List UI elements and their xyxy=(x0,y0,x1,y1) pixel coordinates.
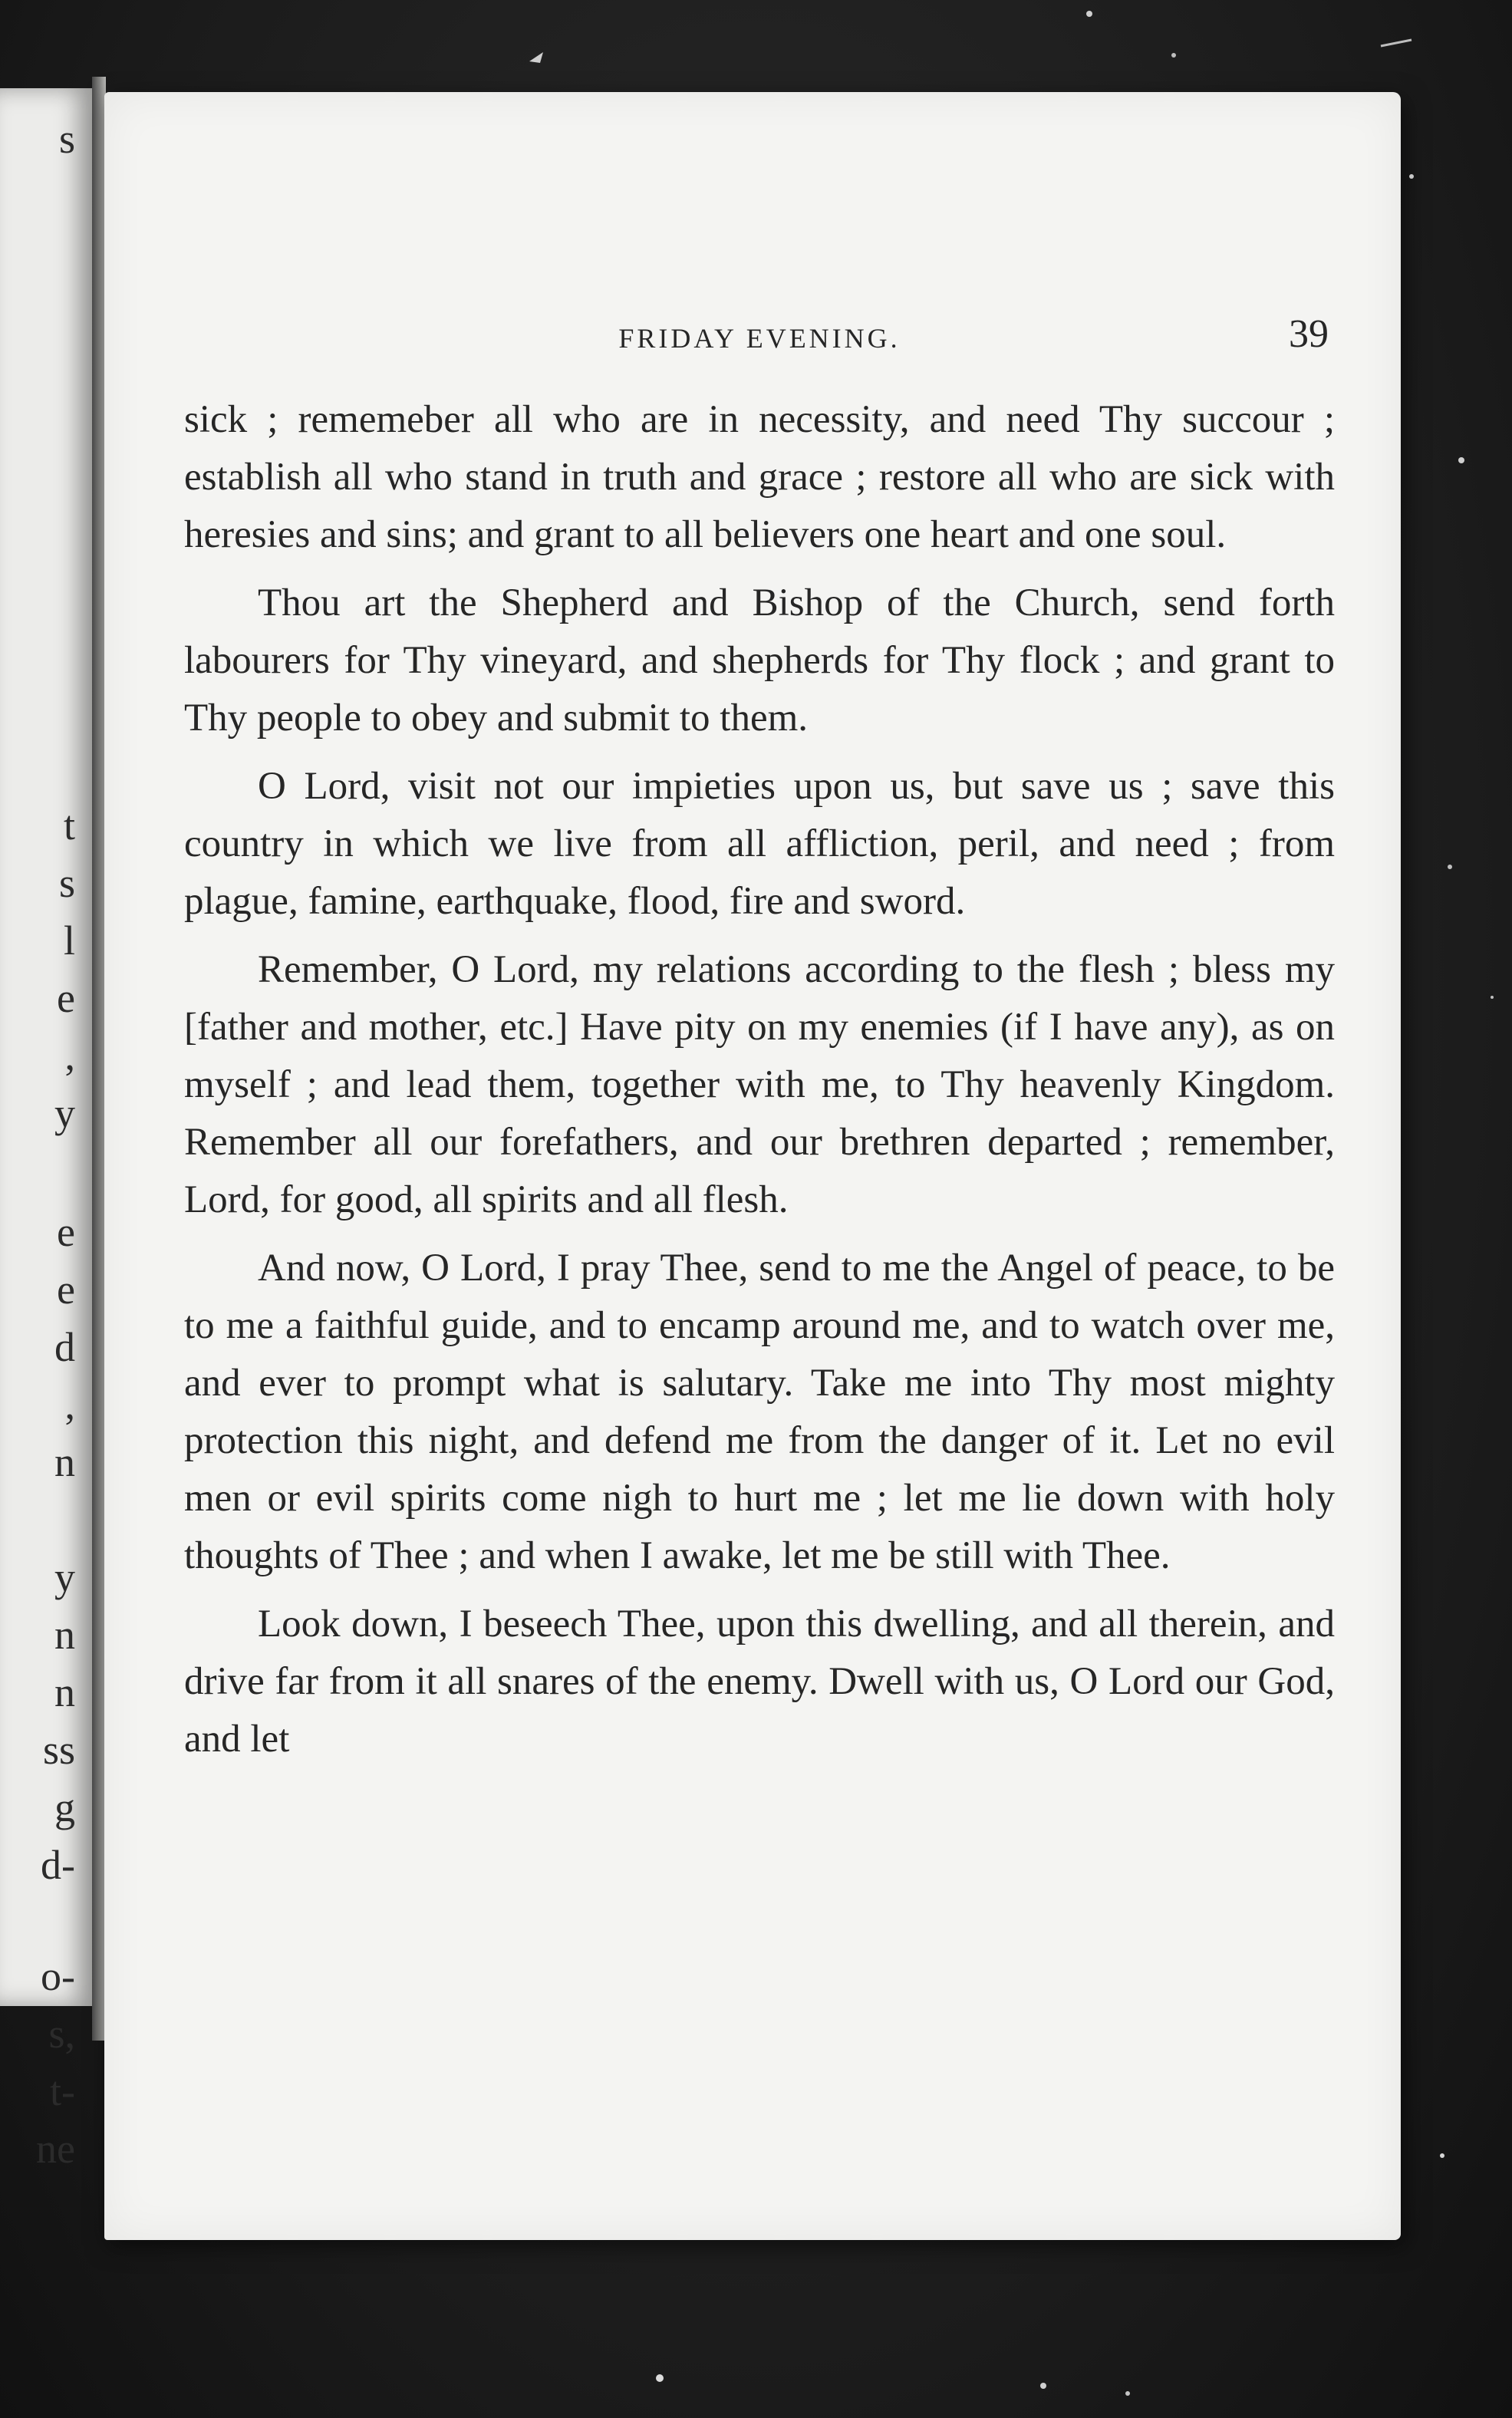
left-margin-fragment: e xyxy=(57,1267,75,1313)
paragraph: Remember, O Lord, my relations according to the flesh ; bless my [father and mother, etc.] Have pity on my enemies (if I have any), as on myself ; and lead them, together with me, to Thy heavenly Kingdom. Remember all our forefathers, and our brethren departed ; remember, Lord, for good, all spirits and all flesh. xyxy=(184,948,1335,1221)
paragraph: And now, O Lord, I pray Thee, send to me the Angel of peace, to be to me a faithful guide, and to encamp around me, and to watch over me, and ever to prompt what is salutary. Take me into Thy most mighty protection this night, and defend me from the danger of it. Let no evil men or evil spirits come nigh to hurt me ; let me lie down with holy thoughts of Thee ; and when I awake, let me be still with Thee. xyxy=(184,1247,1335,1577)
left-margin-fragment: ss xyxy=(42,1727,75,1773)
left-margin-fragment: s xyxy=(58,116,75,162)
left-margin-fragment: g xyxy=(54,1784,75,1830)
left-margin-fragment: n xyxy=(54,1669,75,1715)
left-margin-fragment: d xyxy=(54,1324,75,1370)
left-margin-fragment: s, xyxy=(48,2011,75,2057)
left-margin-fragment: t xyxy=(63,802,75,848)
paragraph: O Lord, visit not our impieties upon us, but save us ; save this country in which we live from all affliction, peril, and need ; from plague, famine, earthquake, flood, fire and sword. xyxy=(184,765,1335,923)
left-margin-fragment: ne xyxy=(36,2126,75,2172)
left-margin-fragment: s xyxy=(58,860,75,906)
left-margin-fragment: e xyxy=(57,1209,75,1255)
left-margin-fragment: , xyxy=(64,1033,75,1079)
body-text xyxy=(184,391,1335,1779)
left-margin-fragment: , xyxy=(64,1382,75,1428)
book-page xyxy=(104,92,1401,2240)
left-page-edge xyxy=(0,88,92,2172)
left-margin-fragment: n xyxy=(54,1439,75,1485)
left-margin-fragment: l xyxy=(63,917,75,964)
paragraph: Look down, I beseech Thee, upon this dwelling, and all therein, and drive far from it all snares of the enemy. Dwell with us, O Lord our God, and let xyxy=(184,1603,1335,1761)
paragraph: sick ; rememeber all who are in necessity, and need Thy succour ; establish all who stand in truth and grace ; restore all who are sick with heresies and sins; and grant to all believers one heart and one soul. xyxy=(184,398,1335,556)
left-margin-fragment: o- xyxy=(41,1953,75,1999)
left-page-text-fragments xyxy=(0,88,92,2172)
left-margin-fragment: t- xyxy=(50,2068,75,2114)
page-number: 39 xyxy=(1289,312,1329,356)
left-margin-fragment: y xyxy=(54,1554,75,1600)
left-margin-fragment: y xyxy=(54,1090,75,1136)
paragraph: Thou art the Shepherd and Bishop of the Church, send forth labourers for Thy vineyard, and shepherds for Thy flock ; and grant to Thy people to obey and submit to them. xyxy=(184,581,1335,740)
left-margin-fragment: n xyxy=(54,1612,75,1658)
left-margin-fragment: d- xyxy=(41,1842,75,1888)
running-title: FRIDAY EVENING. xyxy=(618,323,901,354)
running-head xyxy=(184,307,1335,368)
left-margin-fragment: e xyxy=(57,975,75,1021)
